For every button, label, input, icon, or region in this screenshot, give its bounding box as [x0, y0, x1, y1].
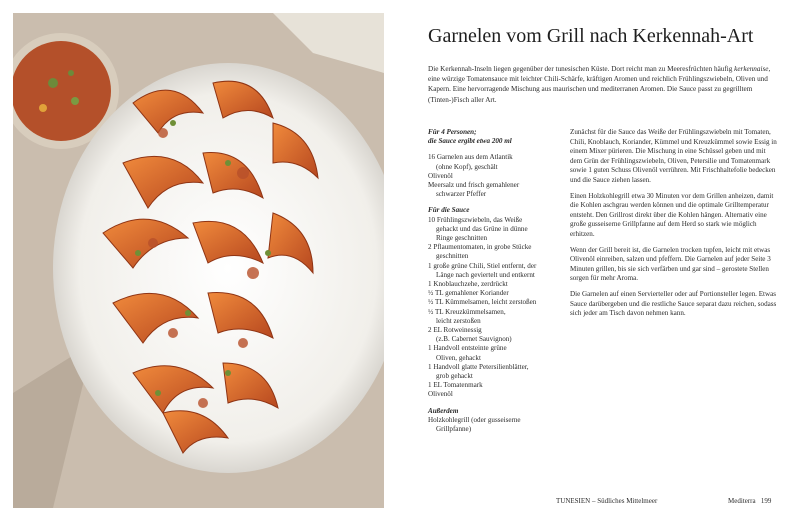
shrimp-photo	[13, 13, 384, 508]
list-item: 1 große grüne Chili, Stiel entfernt, der	[428, 261, 537, 270]
list-item: 1 Knoblauchzehe, zerdrückt	[428, 280, 508, 289]
recipe-page	[428, 0, 778, 521]
list-item: ½ TL gemahlener Koriander	[428, 289, 509, 298]
servings-line-2: die Sauce ergibt etwa 200 ml	[428, 137, 512, 146]
sauce-header: Für die Sauce	[428, 206, 470, 215]
step-paragraph: Einen Holzkohlegrill etwa 30 Minuten vor dem Grillen anheizen, damit die Kohlen aschgrau werden können und die optimale Grilltemperatur entsteht. Den Grillrost direkt über die Kohlen hängen. Alternativ eine große gusseiserne Grillpfanne auf dem Herd so stark wie möglich erhitzen.	[570, 191, 774, 238]
extra-header: Außerdem	[428, 406, 459, 415]
step-paragraph: Zunächst für die Sauce das Weiße der Frühlingszwiebeln mit Tomaten, Chili, Knoblauch, Koriander, Kümmel und Kreuzkümmel sowie Essig in einem Mixer pürieren. Die Mischung in eine Schüssel geben und mit dem Grün der Frühlingszwiebeln, Oliven, Petersilie und Tomatenmark sowie 1 guten Schuss Olivenöl verrühren. Mit Frischhaltefolie bedecken und die Sauce ziehen lassen.	[570, 128, 777, 184]
list-item: 1 Handvoll entsteinte grüne	[428, 344, 507, 353]
method-column	[570, 128, 778, 325]
list-item: 1 Handvoll glatte Petersilienblätter,	[428, 362, 529, 371]
list-item: Oliven, gehackt	[436, 353, 481, 362]
footer-page: Mediterra 199	[728, 497, 772, 505]
step-paragraph: Wenn der Grill bereit ist, die Garnelen trocken tupfen, leicht mit etwas Olivenöl einreiben, salzen und pfeffern. Die Garnelen auf jeder Seite 3 Minuten grillen, bis sie sich verfärben und gar sind – gerostete Stellen sorgen für mehr Aroma.	[570, 245, 771, 283]
ingredients-column	[428, 128, 556, 434]
list-item: ½ TL Kreuzkümmelsamen,	[428, 307, 506, 316]
footer-section: TUNESIEN – Südliches Mittelmeer	[556, 497, 658, 505]
page-number: 199	[760, 497, 772, 505]
servings-line-1: Für 4 Personen;	[428, 128, 477, 136]
list-item: grob gehackt	[436, 372, 473, 381]
list-item: 1 EL Tomatenmark	[428, 381, 483, 390]
page-title: Garnelen vom Grill nach Kerkennah-Art	[428, 25, 754, 47]
list-item: geschnitten	[436, 252, 469, 261]
list-item: Länge nach geviertelt und entkernt	[436, 270, 535, 279]
list-item: ½ TL Kümmelsamen, leicht zerstoßen	[428, 298, 537, 307]
list-item: Olivenöl	[428, 390, 453, 399]
kerkennaise-term: kerkennaise	[734, 65, 769, 73]
list-item: (z.B. Cabernet Sauvignon)	[436, 335, 512, 344]
list-item: 2 EL Rotweinessig	[428, 326, 482, 335]
list-item: leicht zerstoßen	[436, 316, 481, 325]
sauce-ingredients-list	[428, 216, 556, 400]
list-item: 16 Garnelen aus dem Atlantik	[428, 153, 513, 162]
step-paragraph: Die Garnelen auf einen Servierteller oder auf Portionsteller legen. Etwas Sauce darübergeben und die restliche Sauce separat dazu reichen, sodass sich jeder am Tisch davon nehmen kann.	[570, 289, 777, 318]
list-item: Meersalz und frisch gemahlener	[428, 181, 520, 190]
list-item: 2 Pflaumentomaten, in grobe Stücke	[428, 243, 532, 252]
list-item: Grillpfanne)	[436, 425, 472, 434]
list-item: gehackt und das Grüne in dünne	[436, 224, 528, 233]
list-item: 10 Frühlingszwiebeln, das Weiße	[428, 215, 523, 224]
list-item: Holzkohlegrill (oder gusseiserne	[428, 415, 521, 424]
list-item: schwarzer Pfeffer	[436, 190, 487, 199]
main-ingredients-list	[428, 153, 556, 199]
list-item: Ringe geschnitten	[436, 234, 488, 243]
intro-paragraph: Die Kerkennah-Inseln liegen gegenüber der tunesischen Küste. Dort reicht man zu Meeresfrüchten häufig kerkennaise, eine würzige Tomatensauce mit leichter Chili-Schärfe, kräftigen Aromen und reichlich Frühlingszwiebeln, Oliven und Kapern. Eine hervorragende Mischung aus maurischen und mediterranen Aromen. Die Sauce passt zu gegrilltem (Tinten-)Fisch aller Art.	[428, 65, 771, 104]
list-item: Olivenöl	[428, 171, 453, 180]
extra-ingredients-list	[428, 416, 556, 434]
list-item: (ohne Kopf), geschält	[436, 162, 498, 171]
